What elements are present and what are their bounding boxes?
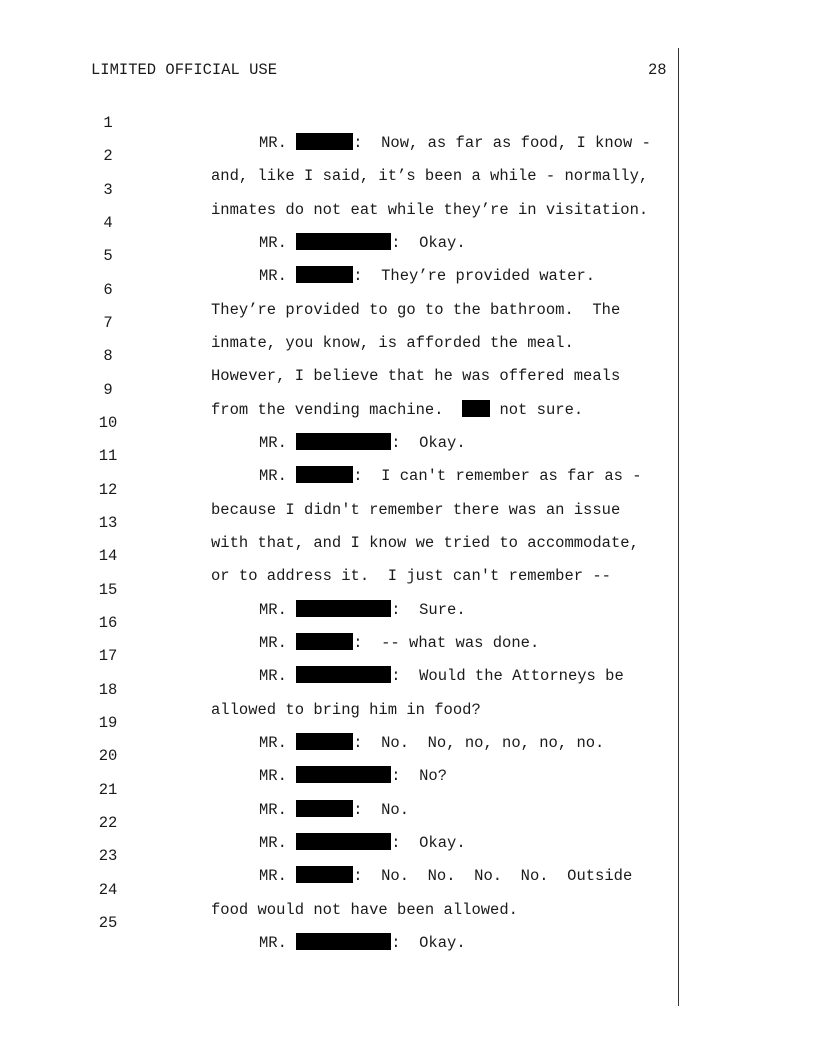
redaction-box: [296, 866, 353, 883]
line-text: and, like I said, it’s been a while - normally,: [211, 167, 649, 185]
line-number: 9: [103, 381, 113, 399]
line-text: inmate, you know, is afforded the meal.: [211, 334, 574, 352]
redaction-box: [296, 433, 391, 450]
line-text: or to address it. I just can't remember --: [211, 567, 611, 585]
line-text: with that, and I know we tried to accommodate,: [211, 534, 639, 552]
transcript-line: [0, 760, 410, 819]
line-number: 5: [103, 247, 113, 265]
line-number: 24: [98, 881, 118, 899]
line-number: 19: [98, 714, 118, 732]
redaction-box: [296, 133, 353, 150]
line-number: 12: [98, 481, 118, 499]
redaction-box: [296, 833, 391, 850]
line-text: MR. : Okay.: [259, 434, 466, 452]
line-number: 23: [98, 847, 118, 865]
line-number: 20: [98, 747, 118, 765]
line-text: MR. : No.: [259, 801, 410, 819]
line-number: 25: [98, 914, 118, 932]
redaction-box: [296, 266, 353, 283]
line-text: food would not have been allowed.: [211, 901, 518, 919]
line-number: 15: [98, 581, 118, 599]
line-text: inmates do not eat while they’re in visitation.: [211, 201, 649, 219]
line-text: MR. : Okay.: [259, 934, 466, 952]
redaction-box: [296, 766, 391, 783]
line-text: They’re provided to go to the bathroom. The: [211, 301, 621, 319]
line-number: 1: [103, 114, 113, 132]
redaction-box: [462, 400, 490, 417]
line-text: MR. : Sure.: [259, 601, 466, 619]
line-number: 4: [103, 214, 113, 232]
line-text: MR. : Okay.: [259, 234, 466, 252]
line-text: MR. : No. No. No. No. Outside: [259, 867, 633, 885]
redaction-box: [296, 733, 353, 750]
line-text: MR. : Now, as far as food, I know -: [259, 134, 651, 152]
page-number: 28: [648, 61, 667, 79]
line-number: 22: [98, 814, 118, 832]
redaction-box: [296, 466, 353, 483]
redaction-box: [296, 633, 353, 650]
line-text: allowed to bring him in food?: [211, 701, 481, 719]
line-text: MR. : No. No, no, no, no, no.: [259, 734, 605, 752]
line-number: 13: [98, 514, 118, 532]
redaction-box: [296, 600, 391, 617]
line-text: However, I believe that he was offered meals: [211, 367, 621, 385]
line-number: 18: [98, 681, 118, 699]
line-number: 10: [98, 414, 118, 432]
line-number: 6: [103, 281, 113, 299]
line-text: MR. : Would the Attorneys be: [259, 667, 624, 685]
line-text: MR. : I can't remember as far as -: [259, 467, 642, 485]
line-number: 8: [103, 347, 113, 365]
line-text: because I didn't remember there was an issue: [211, 501, 621, 519]
line-number: 16: [98, 614, 118, 632]
line-text: MR. : No?: [259, 767, 448, 785]
line-number: 17: [98, 647, 118, 665]
line-number: 2: [103, 147, 113, 165]
transcript-line: [0, 93, 651, 152]
redaction-box: [296, 666, 391, 683]
redaction-box: [296, 933, 391, 950]
line-number: 3: [103, 181, 113, 199]
line-text: from the vending machine. not sure.: [211, 401, 584, 419]
redaction-box: [296, 800, 353, 817]
line-number: 14: [98, 547, 118, 565]
redaction-box: [296, 233, 391, 250]
line-number: 7: [103, 314, 113, 332]
line-text: MR. : Okay.: [259, 834, 466, 852]
line-number: 21: [98, 781, 118, 799]
line-number: 11: [98, 447, 118, 465]
line-text: MR. : They’re provided water.: [259, 267, 596, 285]
classification-header: LIMITED OFFICIAL USE: [91, 61, 278, 79]
line-text: MR. : -- what was done.: [259, 634, 540, 652]
right-margin-rule: [678, 48, 679, 1006]
